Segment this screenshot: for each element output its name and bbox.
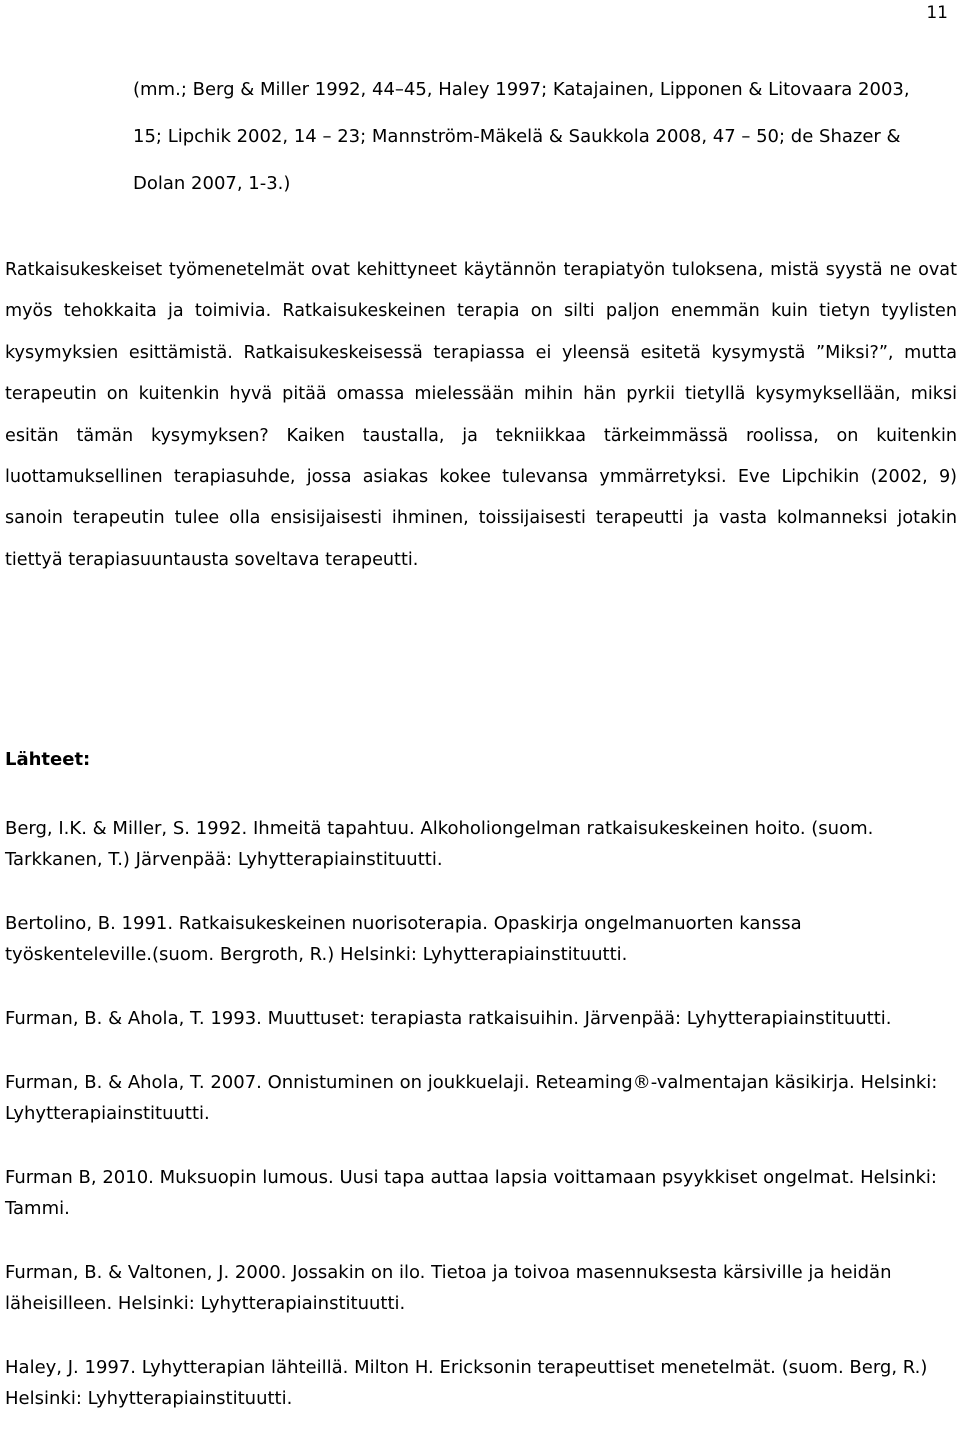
reference-entry-berg-miller-1992: Berg, I.K. & Miller, S. 1992. Ihmeitä tapahtuu. Alkoholiongelman ratkaisukeskeinen hoito. (suom. Tarkkanen, T.) Järvenpää: Lyhytterapiainstituutti. <box>5 818 874 870</box>
reference-entry-furman-ahola-2007: Furman, B. & Ahola, T. 2007. Onnistuminen on joukkuelaji. Reteaming®-valmentajan käsikirja. Helsinki: Lyhytterapiainstituutti. <box>5 1072 938 1124</box>
reference-entry-furman-ahola-1993: Furman, B. & Ahola, T. 1993. Muuttuset: terapiasta ratkaisuihin. Järvenpää: Lyhytterapiainstituutti. <box>5 1008 892 1029</box>
body-paragraph: Ratkaisukeskeiset työmenetelmät ovat kehittyneet käytännön terapiatyön tuloksena, mistä syystä ne ovat myös tehokkaita ja toimivia. Ratkaisukeskeinen terapia on silti paljon enemmän kuin tietyn tyylisten kysymyksien esittämistä. Ratkaisukeskeisessä terapiassa ei yleensä esitetä kysymystä ”Miksi?”, mutta terapeutin on kuitenkin hyvä pitää omassa mielessään mihin hän pyrkii tietyllä kysymyksellään, miksi esitän tämän kysymyksen? Kaiken taustalla, ja tekniikkaa tärkeimmässä roolissa, on kuitenkin luottamuksellinen terapiasuhde, jossa asiakas kokee tulevansa ymmärretyksi. Eve Lipchikin (2002, 9) sanoin terapeutin tulee olla ensisijaisesti ihminen, toissijaisesti terapeutti ja vasta kolmanneksi jotakin tiettyä terapiasuuntausta soveltava terapeutti. <box>5 260 957 570</box>
reference-entry-bertolino-1991: Bertolino, B. 1991. Ratkaisukeskeinen nuorisoterapia. Opaskirja ongelmanuorten kanssa työskenteleville.(suom. Bergroth, R.) Helsinki: Lyhytterapiainstituutti. <box>5 913 802 965</box>
reference-entry-furman-2010: Furman B, 2010. Muksuopin lumous. Uusi tapa auttaa lapsia voittamaan psyykkiset ongelmat. Helsinki: Tammi. <box>5 1167 937 1219</box>
references-list <box>5 813 950 1447</box>
citation-continuation: (mm.; Berg & Miller 1992, 44–45, Haley 1997; Katajainen, Lipponen & Litovaara 2003, 15; Lipchik 2002, 14 – 23; Mannström-Mäkelä & Saukkola 2008, 47 – 50; de Shazer & Dolan 2007, 1-3.) <box>133 79 910 194</box>
page-number: 11 <box>926 3 948 23</box>
reference-entry-furman-valtonen-2000: Furman, B. & Valtonen, J. 2000. Jossakin on ilo. Tietoa ja toivoa masennuksesta kärsiville ja heidän läheisilleen. Helsinki: Lyhytterapiainstituutti. <box>5 1262 892 1314</box>
reference-entry-haley-1997: Haley, J. 1997. Lyhytterapian lähteillä. Milton H. Ericksonin terapeuttiset menetelmät. (suom. Berg, R.) Helsinki: Lyhytterapiainstituutti. <box>5 1357 928 1409</box>
references-heading: Lähteet: <box>5 749 91 770</box>
